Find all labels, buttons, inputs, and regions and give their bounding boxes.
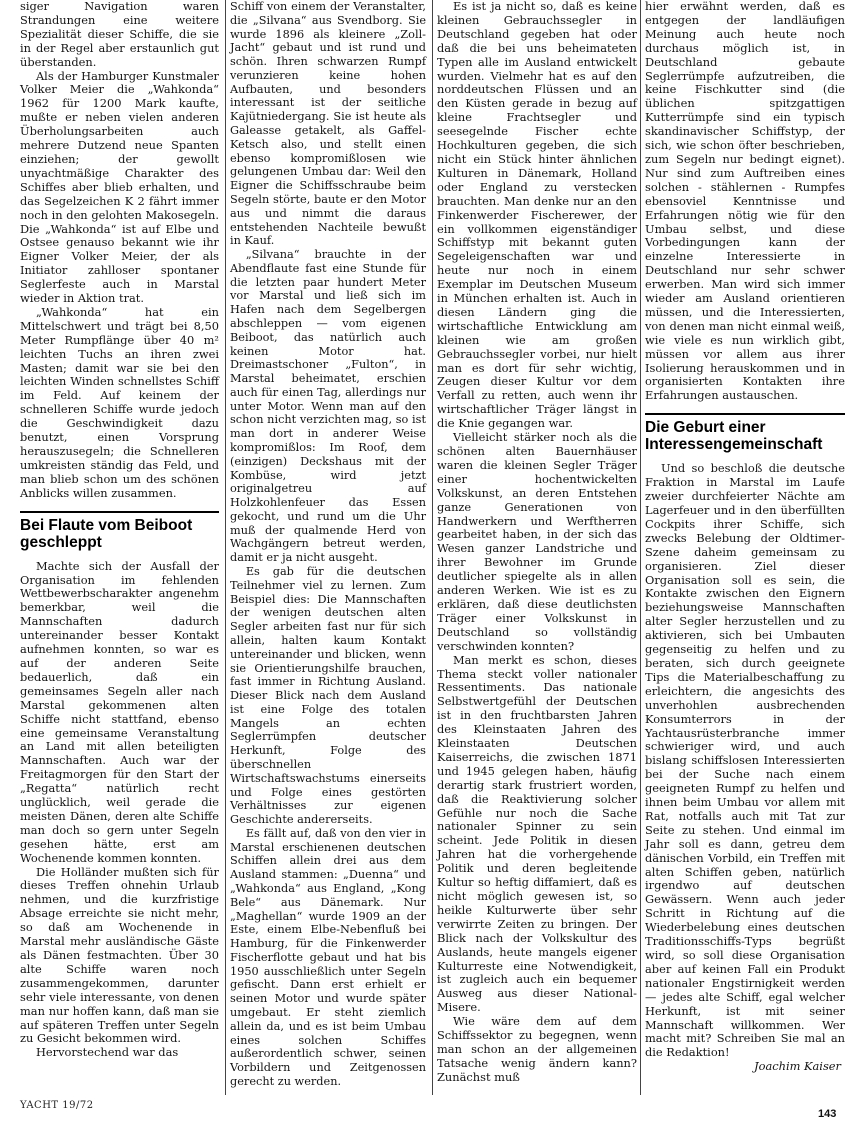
- paragraph: hier erwähnt werden, daß es entgegen der landläufigen Meinung auch heute noch durchaus möglich ist, in Deutschland gebaute Seglerrümpfe aufzutreiben, die keine Fischkutter sind (die üblichen spitzgattigen Kutterrümpfe sind ein typisch skandinavischer Schiffstyp, der sich, wie schon öfter beschrieben, zum Segeln nur bedingt eignet). Nur sind zum Auftreiben eines solchen - stählernen - Rumpfes ebensoviel Kenntnisse und Erfahrungen nötig wie für den Umbau selbst, und diese Vorbedingungen kann der einzelne Interessierte in Deutschland nur sehr schwer erwerben. Man wird sich immer wieder am Ausland orientieren müssen, und die Interessierten, von denen man nicht einmal weiß, wie viele es nun wirklich gibt, müssen vor allem aus ihrer Isolierung herauskommen und in organisierten Kontakten ihre Erfahrungen austauschen.: [645, 0, 845, 403]
- text-column-3: [437, 0, 637, 1085]
- section-heading: Die Geburt einer Interessengemeinschaft: [645, 413, 845, 453]
- text-column-1: [20, 0, 219, 1060]
- paragraph: Und so beschloß die deutsche Fraktion in Marstal im Laufe zweier durchfeierter Nächte am Lagerfeuer und in den überfüllten Cockpits ihrer Schiffe, sich zwecks Belebung der Oldtimer-Szene daheim gemeinsam zu organisieren. Ziel dieser Organisation soll es sein, die Kontakte zwischen den Eignern beziehungsweise Mannschaften alter Segler herzustellen und zu aktivieren, sich bei Umbauten gegenseitig zu helfen und zu beraten, sich durch geeignete Tips die Materialbeschaffung zu erleichtern, die angesichts des unverhohlen ausbrechenden Konsumterrors in der Yachtausrüsterbranche immer schwieriger wird, und auch bislang schiffslosen Interessierten bei der Suche nach einem geeigneten Rumpf zu helfen und ihnen beim Umbau vor allem mit Rat, notfalls auch mit Tat zur Seite zu stehen. Und einmal im Jahr soll es dann, getreu dem dänischen Vorbild, ein Treffen mit alten Schiffen geben, natürlich irgendwo auf deutschen Gewässern. Wenn auch jeder Schritt in Richtung auf die Wiederbelebung eines deutschen Traditionsschiffs-Typs begrüßt wird, so soll diese Organisation aber auf keinen Fall ein Produkt nationaler Engstirnigkeit werden — jedes alte Schiff, egal welcher Herkunft, ist mit seiner Mannschaft willkommen. Wer macht mit? Schreiben Sie mal an die Redaktion!: [645, 461, 845, 1060]
- paragraph: Vielleicht stärker noch als die schönen alten Bauernhäuser waren die kleinen Segler Träger einer hochentwickelten Volkskunst, an deren Entstehen ganze Generationen von Handwerkern und Werftherren gearbeitet haben, in der sich das Wesen ganzer Landstriche und ihrer Bewohner im Grunde deutlicher spiegelte als in allen anderen Werken. Wie ist es zu erklären, daß diese deutlichsten Träger einer Volkskunst in Deutschland so vollständig verschwinden konnten?: [437, 430, 637, 653]
- column-rule: [225, 0, 226, 1095]
- page-number: 143: [818, 1108, 837, 1120]
- author-signature: Joachim Kaiser: [754, 1059, 841, 1074]
- paragraph: „Silvana“ brauchte in der Abendflaute fast eine Stunde für die letzten paar hundert Meter vor Marstal und ließ sich im Hafen nach dem Segelbergen abschleppen — vom eigenen Beiboot, das natürlich auch keinen Motor hat. Dreimastschoner „Fulton“, in Marstal beheimatet, erschien auch für einen Tag, allerdings nur unter Motor. Wenn man auf den schon nicht verzichten mag, so ist man dort in anderer Weise kompromißlos: Im Roof, dem (einzigen) Deckshaus mit der Kombüse, wird jetzt originalgetreu auf Holzkohlenfeuer das Essen gekocht, und rund um die Uhr muß der qualmende Herd von Wachgängern betreut werden, damit er ja nicht ausgeht.: [230, 248, 426, 565]
- paragraph: Es gab für die deutschen Teilnehmer viel zu lernen. Zum Beispiel dies: Die Mannschaften der wenigen deutschen alten Segler arbeiten fast nur für sich allein, halten kaum Kontakt untereinander und blicken, wenn sie Orientierungshilfe brauchen, fast immer in Richtung Ausland. Dieser Blick nach dem Ausland ist eine Folge des totalen Mangels an echten Seglerrümpfen deutscher Herkunft, Folge des überschnellen Wirtschaftswachstums einerseits und Folge eines gestörten Verhältnisses zur eigenen Geschichte andererseits.: [230, 565, 426, 827]
- paragraph: Man merkt es schon, dieses Thema steckt voller nationaler Ressentiments. Das nationale Selbstwertgefühl der Deutschen ist in den fruchtbarsten Jahren des Kleinstaaten Jahren des Kleinstaaten Deutschen Kaiserreichs, die zwischen 1871 und 1945 gelegen haben, häufig derartig stark frustriert worden, daß die Reaktivierung solcher Gefühle nur noch die Sache nationaler Spinner zu sein scheint. Jede Politik in diesen Jahren hat die vorhergehende Politik und deren begleitende Kultur so heftig diffamiert, daß es nicht möglich gewesen ist, so heikle Kulturwerte über sehr verwirrte Zeiten zu bringen. Der Blick nach der Volkskultur des Auslands, heute mangels eigener Kulturreste eine Notwendigkeit, ist zugleich auch ein bequemer Ausweg aus dieser National-Misere.: [437, 652, 637, 1015]
- paragraph: Es fällt auf, daß von den vier in Marstal erschienenen deutschen Schiffen allein drei aus dem Ausland stammen: „Duenna“ und „Wahkonda“ aus England, „Kong Bele“ aus Dänemark. Nur „Maghellan“ wurde 1909 an der Este, einem Elbe-Nebenfluß bei Hamburg, für die Finkenwerder Fischerflotte gebaut und hat bis 1950 ausschließlich unter Segeln gefischt. Dann erst erhielt er seinen Motor und wurde später umgebaut. Er steht ziemlich allein da, und es ist beim Umbau eines solchen Schiffes außerordentlich schwer, seinen Vorbildern und Zeitgenossen gerecht zu werden.: [230, 826, 426, 1088]
- column-rule: [432, 0, 433, 1095]
- paragraph: Die Holländer mußten sich für dieses Treffen ohnehin Urlaub nehmen, und die kurzfristige Absage erreichte sie nicht mehr, so daß am Wochenende in Marstal mehr ausländische Gäste als Dänen festmachten. Über 30 alte Schiffe waren noch zusammengekommen, darunter sehr viele interessante, von denen man nur hoffen kann, daß man sie auf späteren Treffen unter Segeln zu Gesicht bekommen wird.: [20, 864, 219, 1046]
- paragraph: siger Navigation waren Strandungen eine weitere Spezialität dieser Schiffe, die sie in der Regel aber erstaunlich gut überstanden.: [20, 0, 219, 69]
- paragraph: Hervorstechend war das: [35, 1045, 179, 1060]
- magazine-issue: YACHT 19/72: [20, 1100, 94, 1111]
- paragraph: Als der Hamburger Kunstmaler Volker Meier die „Wahkonda“ 1962 für 1200 Mark kaufte, mußte er neben vielen anderen Überholungsarbeiten auch mehrere Dutzend neue Spanten einziehen; der gewollt unyachtmäßige Charakter des Schiffes aber blieb erhalten, und das Segelzeichen K 2 fährt immer noch in den gelohten Makosegeln. Die „Wahkonda“ ist auf Elbe und Ostsee genauso bekannt wie ihr Eigner Volker Meier, der als Initiator zahlloser spontaner Seglerfeste auch in Marstal wieder in Aktion trat.: [20, 68, 219, 306]
- text-column-4: [645, 0, 845, 1074]
- paragraph: „Wahkonda“ hat ein Mittelschwert und trägt bei 8,50 Meter Rumpflänge über 40 m² leichten Tuchs an ihren zwei Masten; damit war sie bei den leichten Winden schnellstes Schiff im Feld. Auf keinem der schnelleren Schiffe wurde jedoch die Geschwindigkeit dazu benutzt, einen Vorsprung herauszusegeln; die Schnelleren umkreisten ständig das Feld, und man blieb schon um des schönen Anblicks willen zusammen.: [20, 304, 219, 500]
- paragraph: Wie wäre dem auf dem Schiffssektor zu begegnen, wenn man schon an der allgemeinen Tatsache wenig ändern kann? Zunächst muß: [437, 1014, 637, 1084]
- column-rule: [640, 0, 641, 1095]
- section-heading: Bei Flaute vom Beiboot geschleppt: [20, 511, 219, 551]
- paragraph: Es ist ja nicht so, daß es keine kleinen Gebrauchssegler in Deutschland gegeben hat oder daß die bei uns beheimateten Typen alle im Ausland entwickelt wurden. Vielmehr hat es auf den norddeutschen Flüssen und an den Küsten gerade in bezug auf kleine Frachtsegler und seesegelnde Fischer echte Hochkulturen gegeben, die sich nicht ein Stück hinter ähnlichen Kulturen in Dänemark, Holland oder England zu verstecken brauchten. Man denke nur an den Finkenwerder Fischerewer, der ein vollkommen eigenständiger Schiffstyp mit bekannt guten Segeleigenschaften war und heute nur noch in einem Exemplar im Deutschen Museum in München erhalten ist. Auch in diesen Ländern ging die wirtschaftliche Entwicklung am kleinen wie am großen Gebrauchssegler vorbei, nur hielt man es dort für sehr wichtig, Zeugen dieser Kultur vor dem Verfall zu retten, auch wenn ihr wirtschaftlicher Träger längst in die Knie gegangen war.: [437, 0, 637, 431]
- paragraph: Machte sich der Ausfall der Organisation im fehlenden Wettbewerbscharakter angenehm bemerkbar, weil die Mannschaften dadurch untereinander besser Kontakt aufnehmen konnten, so war es auf der anderen Seite bedauerlich, daß ein gemeinsames Segeln aller nach Marstal gekommenen alten Schiffe nicht stattfand, ebenso eine gemeinsame Veranstaltung an Land mit allen beteiligten Mannschaften. Auch war der Freitagmorgen für den Start der „Regatta“ natürlich recht unglücklich, weil gerade die meisten Dänen, deren alte Schiffe man doch so gern unter Segeln gesehen hätte, erst am Wochenende kommen konnten.: [20, 558, 219, 865]
- paragraph: Schiff von einem der Veranstalter, die „Silvana“ aus Svendborg. Sie wurde 1896 als kleinere „Zoll-Jacht“ gebaut und ist rund und schön. Ihren schwarzen Rumpf verunzieren keine hohen Aufbauten, und besonders interessant ist der seitliche Kajütniedergang. Sie ist heute als Galeasse getakelt, als Gaffel-Ketsch also, und stellt einen ebenso kompromißlosen wie gelungenen Umbau dar: Weil den Eigner die Schiffsschraube beim Segeln störte, baute er den Motor aus und nimmt die daraus entstehenden Nachteile bewußt in Kauf.: [230, 0, 426, 248]
- text-column-2: [230, 0, 426, 1089]
